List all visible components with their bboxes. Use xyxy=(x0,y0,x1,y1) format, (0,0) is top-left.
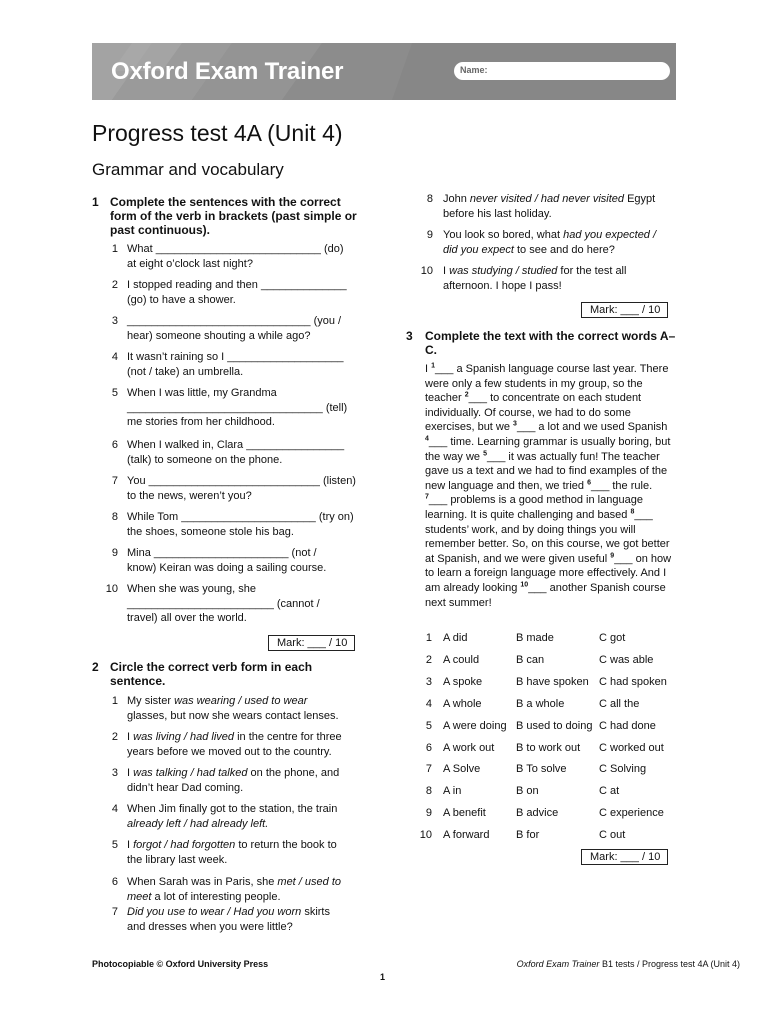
gap-number: 10 xyxy=(520,581,529,589)
item-line xyxy=(443,207,688,222)
exercise-3-number: 3 xyxy=(406,329,413,343)
item-line xyxy=(127,730,372,745)
item-line: When I walked in, Clara ________________ xyxy=(127,439,345,451)
option-b: B can xyxy=(516,653,545,666)
option-c: C had spoken xyxy=(599,675,667,688)
item-options: met / used to xyxy=(277,876,341,888)
item-line xyxy=(127,766,372,781)
page-number: 1 xyxy=(380,972,386,982)
item-text: When Jim finally got to the station, the train xyxy=(127,803,338,815)
option-c: C experience xyxy=(599,807,664,820)
option-c: C Solving xyxy=(599,763,647,776)
option-number: 6 xyxy=(425,741,432,754)
item-options: did you expect xyxy=(443,243,514,256)
item-text: a lot of interesting people. xyxy=(151,890,281,903)
item-text: skirts xyxy=(301,906,330,918)
item-options: never visited / had never visited xyxy=(469,193,625,205)
item-options: was studying / studied xyxy=(449,265,558,277)
item-line: When I was little, my Grandma xyxy=(127,387,277,399)
exercise-3-instruction: Complete the text with the correct words A–C. xyxy=(425,329,676,357)
gap-number: 2 xyxy=(464,391,469,399)
footer-copyright: Photocopiable © Oxford University Press xyxy=(92,959,269,969)
exercise-3-passage xyxy=(425,362,677,610)
option-a: A could xyxy=(443,653,480,666)
item-line: the shoes, someone stole his bag. xyxy=(127,525,294,538)
item-line xyxy=(127,890,372,905)
item-text: before his last holiday. xyxy=(443,207,552,220)
item-options: already left / had already left. xyxy=(127,817,269,830)
footer-series-italic: Oxford Exam Trainer xyxy=(516,959,600,969)
item-options: was talking / had talked xyxy=(133,767,248,779)
option-c: C got xyxy=(599,632,626,644)
option-c: C had done xyxy=(599,719,656,732)
item-number: 4 xyxy=(111,803,118,815)
exercise-3-mark: Mark: ___ / 10 xyxy=(581,849,668,865)
item-line: at eight o’clock last night? xyxy=(127,257,253,270)
item-text: didn’t hear Dad coming. xyxy=(127,781,244,794)
exercise-2-instruction: Circle the correct verb form in each sentence. xyxy=(110,660,313,688)
item-line: know) Keiran was doing a sailing course. xyxy=(127,561,327,574)
item-number: 10 xyxy=(105,583,118,595)
item-text: glasses, but now she wears contact lenses. xyxy=(127,709,339,722)
item-text: to return the book to xyxy=(235,839,337,851)
item-text: You look so bored, what xyxy=(443,229,564,241)
exercise-1-mark: Mark: ___ / 10 xyxy=(268,635,355,651)
passage-text: I xyxy=(425,363,432,375)
passage-text: ___ it was actually fun! The teacher gave us a text and we had to find examples of the new language and then, we tried xyxy=(425,450,668,492)
item-line: to the news, weren’t you? xyxy=(127,489,252,502)
option-c: C worked out xyxy=(599,741,664,754)
item-number: 1 xyxy=(111,695,118,707)
item-number: 8 xyxy=(111,511,118,523)
option-b: B for xyxy=(516,829,540,842)
passage-text: ___ the rule. xyxy=(590,479,653,492)
item-line xyxy=(127,694,372,709)
item-line: While Tom ______________________ (try on) xyxy=(127,511,354,523)
item-text: the library last week. xyxy=(127,853,228,866)
gap-number: 6 xyxy=(587,479,591,487)
brand-title: Oxford Exam Trainer xyxy=(111,58,344,85)
item-line: When she was young, she xyxy=(127,583,257,595)
item-text: for the test all xyxy=(557,265,627,277)
option-a: A work out xyxy=(443,741,495,754)
item-options: was wearing / used to wear xyxy=(174,695,308,707)
item-line: (go) to have a shower. xyxy=(127,293,236,306)
option-a: A did xyxy=(443,632,468,644)
option-number: 3 xyxy=(425,675,432,688)
option-number: 5 xyxy=(425,719,432,732)
item-line: ________________________ (cannot / xyxy=(127,597,320,610)
option-a: A were doing xyxy=(443,719,507,732)
item-line xyxy=(443,264,688,279)
item-text: I xyxy=(127,731,134,743)
item-text: years before we moved out to the country. xyxy=(127,745,332,758)
item-line: ______________________________ (you / xyxy=(127,315,342,327)
item-line xyxy=(127,745,372,760)
option-number: 1 xyxy=(425,632,432,644)
item-text: I xyxy=(443,265,450,277)
option-number: 9 xyxy=(425,807,432,820)
item-number: 5 xyxy=(111,387,118,399)
gap-number: 3 xyxy=(513,420,517,428)
item-options: was living / had lived xyxy=(133,731,235,743)
item-line: It wasn’t raining so I ___________________ xyxy=(127,351,344,363)
name-field[interactable] xyxy=(454,62,670,80)
option-a: A benefit xyxy=(443,807,486,820)
passage-text: ___ to concentrate on each student individually. Of course, we had to do some exercises, but we xyxy=(425,392,642,434)
item-number: 3 xyxy=(111,767,118,779)
item-number: 6 xyxy=(111,876,118,888)
option-number: 7 xyxy=(425,763,432,776)
option-a: A in xyxy=(443,785,462,798)
gap-number: 7 xyxy=(425,493,429,501)
option-a: A forward xyxy=(443,829,490,842)
item-line: I stopped reading and then ______________ xyxy=(127,279,347,291)
option-b: B advice xyxy=(516,807,559,820)
item-text: to see and do here? xyxy=(513,243,615,256)
option-c: C out xyxy=(599,829,626,842)
option-c: C all the xyxy=(599,697,640,710)
item-number: 2 xyxy=(111,731,118,743)
item-line: (not / take) an umbrella. xyxy=(127,365,244,378)
option-b: B have spoken xyxy=(516,675,589,688)
option-c: C at xyxy=(599,785,620,798)
item-line: me stories from her childhood. xyxy=(127,416,275,429)
item-line: You ____________________________ (listen) xyxy=(127,475,356,487)
item-line xyxy=(127,817,372,832)
item-number: 1 xyxy=(111,243,118,255)
passage-text: ___ a lot and we used Spanish xyxy=(516,421,668,434)
item-number: 9 xyxy=(111,547,118,559)
exercise-2-mark: Mark: ___ / 10 xyxy=(581,302,668,318)
exercise-2-number: 2 xyxy=(92,660,99,674)
option-b: B on xyxy=(516,785,539,798)
item-number: 4 xyxy=(111,351,118,363)
option-a: A Solve xyxy=(443,763,481,776)
item-line: travel) all over the world. xyxy=(127,612,247,625)
item-text: John xyxy=(443,193,470,205)
item-line: (talk) to someone on the phone. xyxy=(127,453,283,466)
item-number: 7 xyxy=(111,475,118,487)
footer-series xyxy=(517,959,740,969)
item-line xyxy=(127,838,372,853)
item-options: meet xyxy=(127,890,152,903)
item-line xyxy=(127,709,372,724)
item-text: I xyxy=(127,839,134,851)
gap-number: 8 xyxy=(630,508,635,516)
item-number: 6 xyxy=(111,439,118,451)
option-number: 2 xyxy=(425,653,432,666)
item-line xyxy=(127,920,372,935)
item-line xyxy=(443,279,688,294)
item-text: on the phone, and xyxy=(247,767,340,779)
item-text: I xyxy=(127,767,134,779)
item-options: Did you use to wear / Had you worn xyxy=(127,906,302,918)
passage-text: ___ on how to learn a foreign language more effectively. And I am already looking xyxy=(425,552,672,594)
item-text: afternoon. I hope I pass! xyxy=(443,279,562,292)
item-number: 2 xyxy=(111,279,118,291)
item-number: 8 xyxy=(426,193,433,205)
option-b: B a whole xyxy=(516,697,565,710)
option-number: 4 xyxy=(425,697,432,710)
option-a: A spoke xyxy=(443,675,483,688)
item-options: forgot / had forgotten xyxy=(133,839,236,851)
item-line xyxy=(127,875,372,890)
item-line xyxy=(127,802,372,817)
option-b: B To solve xyxy=(516,763,567,776)
passage-text: ___ problems is a good method in language learning. It is quite challenging and based xyxy=(425,494,643,521)
item-number: 10 xyxy=(420,265,433,277)
gap-number: 1 xyxy=(431,362,436,370)
item-text: and dresses when you were little? xyxy=(127,920,293,933)
item-text: Egypt xyxy=(624,193,656,205)
option-number: 10 xyxy=(419,829,432,842)
item-line: What ___________________________ (do) xyxy=(127,243,344,255)
option-b: B made xyxy=(516,632,554,644)
item-line xyxy=(443,243,688,258)
gap-number: 4 xyxy=(425,435,429,443)
passage-text: ___ time. Learning grammar is usually boring, but the way we xyxy=(425,435,671,463)
item-line: Mina ______________________ (not / xyxy=(127,547,317,559)
option-b: B to work out xyxy=(516,741,581,754)
gap-number: 5 xyxy=(483,449,487,457)
exercise-1-instruction: Complete the sentences with the correct form of the verb in brackets (past simple or past continuous). xyxy=(110,195,357,237)
item-text: in the centre for three xyxy=(234,731,342,743)
passage-text: ___ another Spanish course next summer! xyxy=(425,581,666,609)
item-line: hear) someone shouting a while ago? xyxy=(127,329,311,342)
item-text: My sister xyxy=(127,695,175,707)
footer-series-rest: B1 tests / Progress test 4A (Unit 4) xyxy=(599,959,740,969)
item-line xyxy=(127,853,372,868)
gap-number: 9 xyxy=(610,552,615,560)
option-number: 8 xyxy=(425,785,432,798)
item-line: ________________________________ (tell) xyxy=(127,401,348,414)
page-title: Progress test 4A (Unit 4) xyxy=(92,120,343,146)
item-options: had you expected / xyxy=(563,229,657,241)
section-title: Grammar and vocabulary xyxy=(92,160,284,179)
item-number: 7 xyxy=(111,906,118,918)
passage-text: ___ a Spanish language course last year. There were only a few students in my group, so the teacher xyxy=(425,363,669,405)
option-b: B used to doing xyxy=(516,719,593,732)
item-line xyxy=(443,228,688,243)
item-line xyxy=(127,905,372,920)
option-c: C was able xyxy=(599,653,654,666)
passage-text: ___ students’ work, and by doing things you will remember better. So, on this course, we got better at Spanish, and we were given useful xyxy=(425,508,670,565)
item-line xyxy=(443,192,688,207)
item-number: 3 xyxy=(111,315,118,327)
name-label: Name: xyxy=(460,65,488,75)
header-banner xyxy=(92,43,676,100)
item-number: 5 xyxy=(111,839,118,851)
exercise-1-number: 1 xyxy=(92,195,99,209)
option-a: A whole xyxy=(443,697,482,710)
item-line xyxy=(127,781,372,796)
item-text: When Sarah was in Paris, she xyxy=(127,876,278,888)
item-number: 9 xyxy=(426,229,433,241)
